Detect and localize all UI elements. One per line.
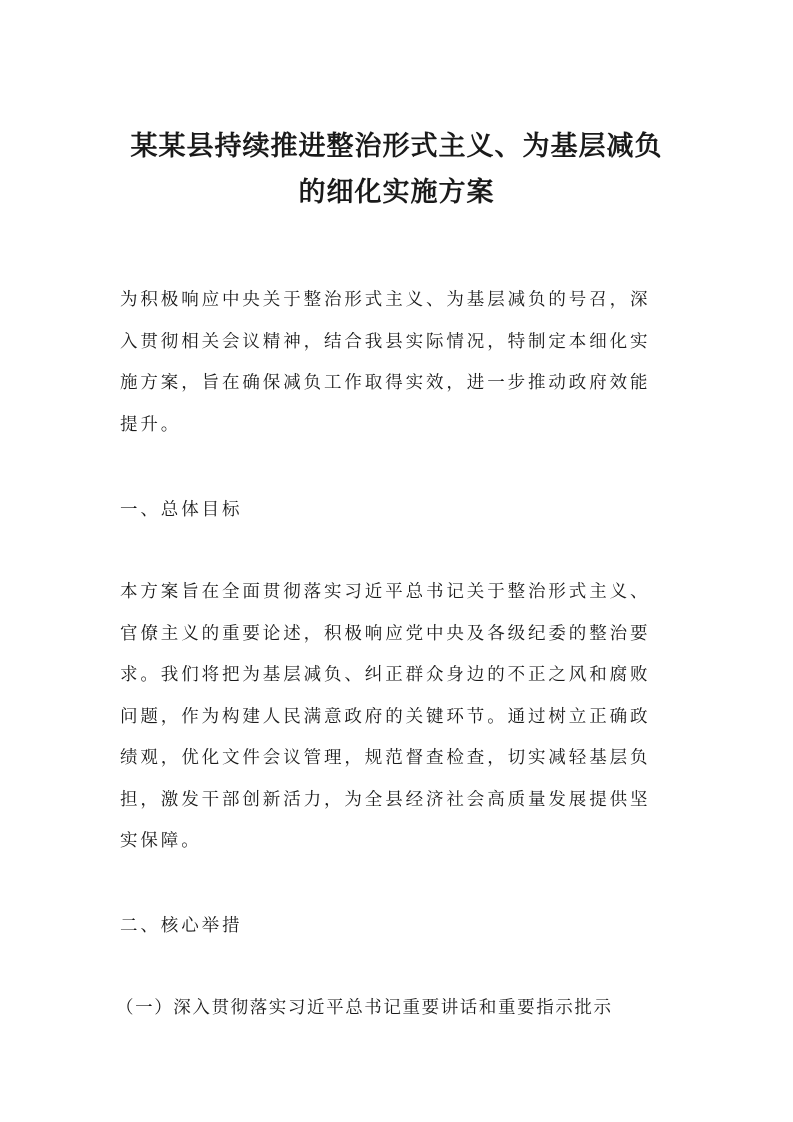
- section-1-heading: 一、总体目标: [120, 500, 243, 520]
- document-title-line-1: 某某县持续推进整治形式主义、为基层减负: [130, 131, 663, 162]
- subsection-1-heading: （一）深入贯彻落实习近平总书记重要讲话和重要指示批示: [116, 998, 613, 1018]
- section-1-body: 本方案旨在全面贯彻落实习近平总书记关于整治形式主义、 官僚主义的重要论述，积极响应党中央及各级纪委的整治要 求。我们将把为基层减负、纠正群众身边的不正之风和腐败 问题，作为构建人民满意政府的关键环节。通过树立正确政 绩观，优化文件会议管理，规范督查检查，切实减轻基层负 担，激发干部创新活力，为全县经济社会高质量发展提供坚 实保障。: [120, 582, 651, 851]
- document-title-line-2: 的细化实施方案: [298, 177, 495, 208]
- section-2-heading: 二、核心举措: [120, 916, 243, 936]
- intro-paragraph: 为积极响应中央关于整治形式主义、为基层减负的号召，深 入贯彻相关会议精神，结合我县实际情况，特制定本细化实 施方案，旨在确保减负工作取得实效，进一步推动政府效能 提升。: [120, 290, 651, 435]
